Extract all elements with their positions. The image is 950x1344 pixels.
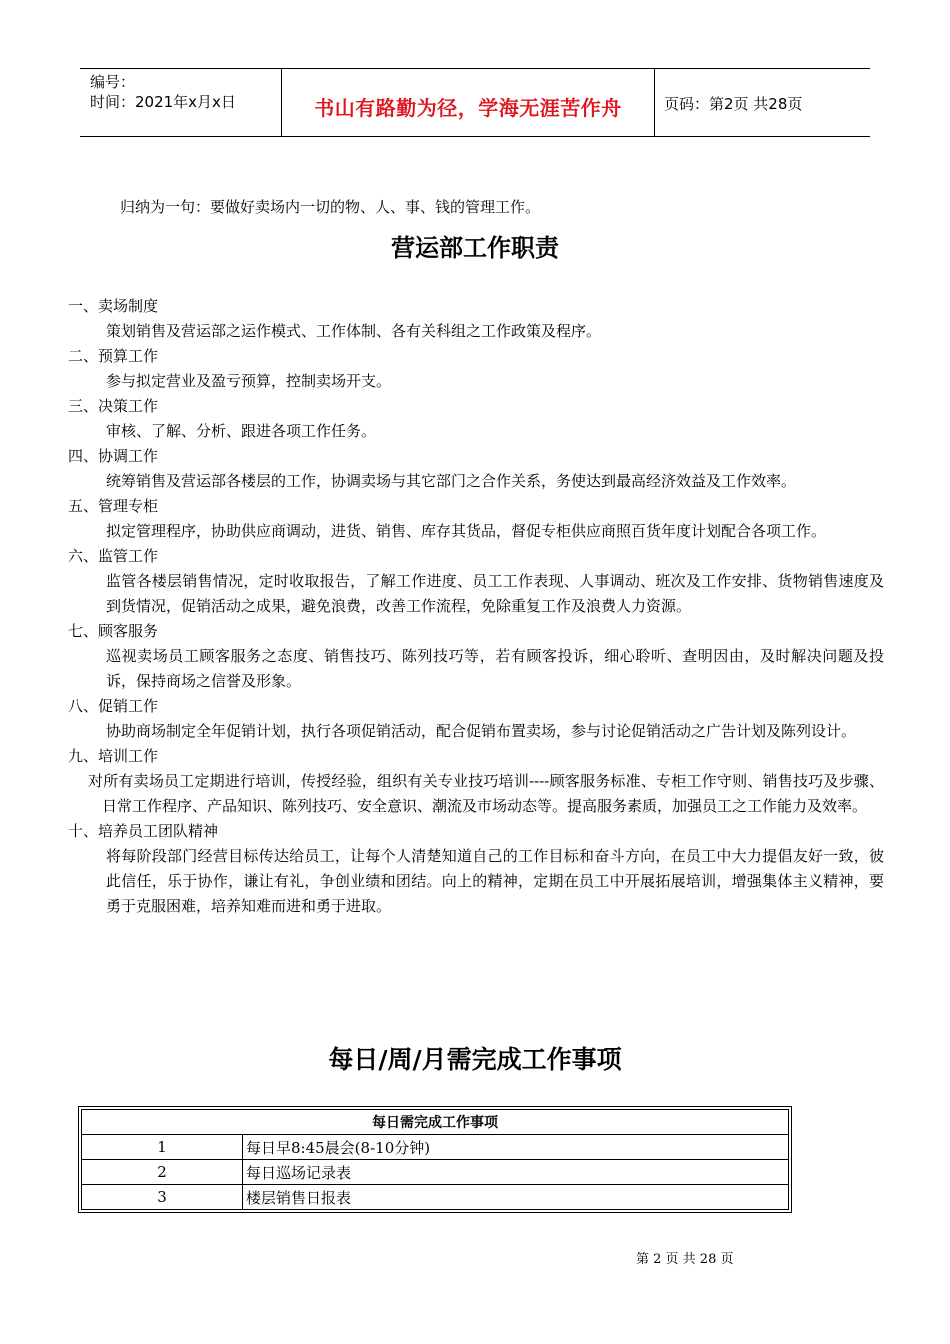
duty-body: 审核、了解、分析、跟进各项工作任务。 [106, 422, 377, 440]
duty-item [68, 344, 884, 394]
document-number-label: 编号： [90, 73, 136, 91]
header-meta [90, 72, 236, 112]
duty-title: 四、协调工作 [68, 447, 159, 465]
duty-body: 参与拟定营业及盈亏预算，控制卖场开支。 [106, 372, 392, 390]
duty-body: 对所有卖场员工定期进行培训，传授经验，组织有关专业技巧培训----顾客服务标准、专柜工作守则、销售技巧及步骤、日常工作程序、产品知识、陈列技巧、安全意识、潮流及市场动态等。提高服务素质，加强员工之工作能力及效率。 [88, 772, 884, 815]
header-top-rule [80, 68, 870, 69]
duty-item [68, 494, 884, 544]
table-header-row [82, 1110, 789, 1135]
duty-item [68, 694, 884, 744]
duty-title: 八、促销工作 [68, 697, 159, 715]
header-page-info: 页码：第2页 共28页 [664, 95, 803, 113]
table-row [82, 1160, 789, 1185]
duty-item [68, 819, 884, 919]
duty-body: 监管各楼层销售情况，定时收取报告，了解工作进度、员工工作表现、人事调动、班次及工作安排、货物销售速度及到货情况，促销活动之成果，避免浪费，改善工作流程，免除重复工作及浪费人力资源。 [106, 572, 884, 615]
section-heading-tasks: 每日/周/月需完成工作事项 [328, 1045, 622, 1074]
header-motto: 书山有路勤为径，学海无涯苦作舟 [314, 96, 622, 120]
duty-body: 统筹销售及营运部各楼层的工作，协调卖场与其它部门之合作关系，务使达到最高经济效益及工作效率。 [106, 472, 797, 490]
row-number: 1 [82, 1135, 243, 1160]
duty-item [68, 544, 884, 619]
duty-item [68, 394, 884, 444]
duty-item [68, 744, 884, 819]
daily-tasks-table-frame [78, 1106, 792, 1213]
duty-title: 十、培养员工团队精神 [68, 822, 219, 840]
duty-title: 六、监管工作 [68, 547, 159, 565]
duty-item [68, 294, 884, 344]
duty-item [68, 619, 884, 694]
header-bottom-rule [80, 136, 870, 137]
row-item: 楼层销售日报表 [243, 1185, 789, 1210]
duty-body: 巡视卖场员工顾客服务之态度、销售技巧、陈列技巧等，若有顾客投诉，细心聆听、查明因由，及时解决问题及投诉，保持商场之信誉及形象。 [106, 647, 884, 690]
duties-list [68, 294, 884, 919]
duty-body: 将每阶段部门经营目标传达给员工，让每个人清楚知道自己的工作目标和奋斗方向，在员工中大力提倡友好一致，彼此信任，乐于协作，谦让有礼，争创业绩和团结。向上的精神，定期在员工中开展拓展培训，增强集体主义精神，要勇于克服困难，培养知难而进和勇于进取。 [106, 847, 884, 915]
duty-body: 策划销售及营运部之运作模式、工作体制、各有关科组之工作政策及程序。 [106, 322, 602, 340]
duty-title: 七、顾客服务 [68, 622, 159, 640]
page-footer: 第 2 页 共 28 页 [636, 1252, 734, 1267]
duty-body: 拟定管理程序，协助供应商调动，进货、销售、库存其货品，督促专柜供应商照百货年度计划配合各项工作。 [106, 522, 827, 540]
duty-title: 五、管理专柜 [68, 497, 159, 515]
row-item: 每日早8:45晨会(8-10分钟) [243, 1135, 789, 1160]
row-item: 每日巡场记录表 [243, 1160, 789, 1185]
duty-title: 三、决策工作 [68, 397, 159, 415]
section-heading-duties: 营运部工作职责 [391, 234, 559, 262]
header-divider-right [654, 68, 655, 136]
duty-title: 九、培训工作 [68, 747, 159, 765]
table-header: 每日需完成工作事项 [82, 1110, 789, 1135]
daily-tasks-table [81, 1109, 789, 1210]
table-row [82, 1135, 789, 1160]
intro-sentence: 归纳为一句：要做好卖场内一切的物、人、事、钱的管理工作。 [120, 198, 541, 216]
row-number: 2 [82, 1160, 243, 1185]
duty-item [68, 444, 884, 494]
duty-title: 一、卖场制度 [68, 297, 159, 315]
document-time: 时间：2021年x月x日 [90, 93, 236, 111]
duty-body: 协助商场制定全年促销计划，执行各项促销活动，配合促销布置卖场，参与讨论促销活动之广告计划及陈列设计。 [106, 722, 857, 740]
row-number: 3 [82, 1185, 243, 1210]
duty-title: 二、预算工作 [68, 347, 159, 365]
table-row [82, 1185, 789, 1210]
